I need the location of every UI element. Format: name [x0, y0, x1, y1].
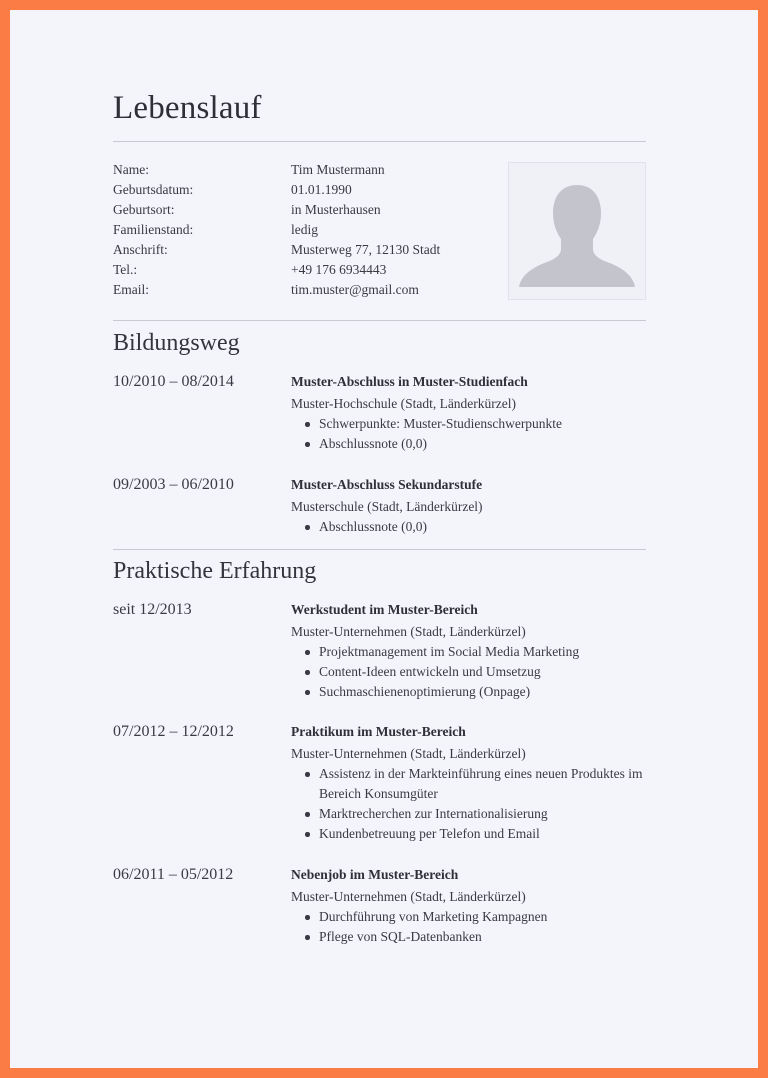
section-title-education: Bildungsweg	[113, 330, 240, 356]
section-title-experience: Praktische Erfahrung	[113, 558, 317, 584]
personal-value: ledig	[291, 222, 318, 237]
bullet-icon	[305, 915, 310, 920]
entry-bullets	[291, 764, 651, 844]
list-item	[291, 804, 649, 824]
entry-title: Nebenjob im Muster-Bereich	[291, 867, 459, 882]
entry-detail	[291, 601, 651, 702]
bullet-text: Abschlussnote (0,0)	[319, 436, 427, 451]
personal-row-address	[113, 242, 513, 262]
list-item	[291, 927, 649, 947]
entry-period: 09/2003 – 06/2010	[113, 476, 234, 493]
personal-divider	[113, 320, 646, 321]
entry-title: Muster-Abschluss Sekundarstufe	[291, 477, 483, 492]
entry-detail	[291, 866, 651, 947]
personal-label: Email:	[113, 282, 149, 297]
list-item	[291, 434, 649, 454]
entry-title: Werkstudent im Muster-Bereich	[291, 602, 478, 617]
personal-value: in Musterhausen	[291, 202, 381, 217]
entry-period: 07/2012 – 12/2012	[113, 723, 234, 740]
entry-bullets	[291, 517, 651, 537]
bullet-text: Schwerpunkte: Muster-Studienschwerpunkte	[319, 416, 563, 431]
entry-period: 06/2011 – 05/2012	[113, 866, 234, 883]
profile-photo	[508, 162, 646, 300]
personal-value: Musterweg 77, 12130 Stadt	[291, 242, 441, 257]
list-item	[291, 414, 649, 434]
list-item	[291, 517, 649, 537]
entry-bullets	[291, 907, 651, 947]
personal-value: 01.01.1990	[291, 182, 352, 197]
entry-bullets	[291, 414, 651, 454]
entry-period: 10/2010 – 08/2014	[113, 373, 234, 390]
list-item	[291, 824, 649, 844]
education-divider	[113, 549, 646, 550]
entry-organization: Musterschule (Stadt, Länderkürzel)	[291, 499, 483, 514]
entry-detail	[291, 723, 651, 844]
list-item	[291, 764, 649, 804]
bullet-text: Content-Ideen entwickeln und Umsetzug	[319, 664, 541, 679]
bullet-text: Abschlussnote (0,0)	[319, 519, 427, 534]
personal-value: +49 176 6934443	[291, 262, 387, 277]
personal-row-birthdate	[113, 182, 513, 202]
entry-detail	[291, 373, 651, 454]
bullet-text: Marktrecherchen zur Internationalisierung	[319, 806, 548, 821]
bullet-icon	[305, 812, 310, 817]
bullet-text: Pflege von SQL-Datenbanken	[319, 929, 482, 944]
bullet-text: Projektmanagement im Social Media Marketing	[319, 644, 580, 659]
personal-row-birthplace	[113, 202, 513, 222]
personal-row-email	[113, 282, 513, 302]
list-item	[291, 642, 649, 662]
page-title: Lebenslauf	[113, 90, 262, 126]
personal-label: Geburtsort:	[113, 202, 175, 217]
personal-label: Geburtsdatum:	[113, 182, 194, 197]
bullet-icon	[305, 772, 310, 777]
entry-organization: Muster-Unternehmen (Stadt, Länderkürzel)	[291, 746, 526, 761]
personal-row-phone	[113, 262, 513, 282]
personal-value: Tim Mustermann	[291, 162, 385, 177]
entry-period: seit 12/2013	[113, 601, 192, 618]
entry-detail	[291, 476, 651, 537]
personal-label: Tel.:	[113, 262, 138, 277]
personal-row-marital-status	[113, 222, 513, 242]
bullet-text: Durchführung von Marketing Kampagnen	[319, 909, 548, 924]
bullet-icon	[305, 525, 310, 530]
bullet-text: Suchmaschienenoptimierung (Onpage)	[319, 684, 531, 699]
personal-label: Familienstand:	[113, 222, 194, 237]
bullet-text: Assistenz in der Markteinführung eines neuen Produktes im Bereich Konsumgüter	[319, 766, 643, 801]
person-silhouette-icon	[509, 163, 645, 299]
personal-row-name	[113, 162, 513, 182]
entry-organization: Muster-Unternehmen (Stadt, Länderkürzel)	[291, 889, 526, 904]
bullet-icon	[305, 935, 310, 940]
personal-label: Anschrift:	[113, 242, 168, 257]
bullet-icon	[305, 670, 310, 675]
title-divider	[113, 141, 646, 142]
resume-page	[10, 10, 758, 1068]
list-item	[291, 682, 649, 702]
entry-organization: Muster-Hochschule (Stadt, Länderkürzel)	[291, 396, 517, 411]
entry-title: Praktikum im Muster-Bereich	[291, 724, 466, 739]
bullet-icon	[305, 442, 310, 447]
bullet-icon	[305, 422, 310, 427]
bullet-icon	[305, 650, 310, 655]
entry-organization: Muster-Unternehmen (Stadt, Länderkürzel)	[291, 624, 526, 639]
bullet-text: Kundenbetreuung per Telefon und Email	[319, 826, 540, 841]
personal-label: Name:	[113, 162, 149, 177]
list-item	[291, 662, 649, 682]
bullet-icon	[305, 832, 310, 837]
personal-value: tim.muster@gmail.com	[291, 282, 419, 297]
entry-title: Muster-Abschluss in Muster-Studienfach	[291, 374, 528, 389]
bullet-icon	[305, 690, 310, 695]
list-item	[291, 907, 649, 927]
entry-bullets	[291, 642, 651, 702]
